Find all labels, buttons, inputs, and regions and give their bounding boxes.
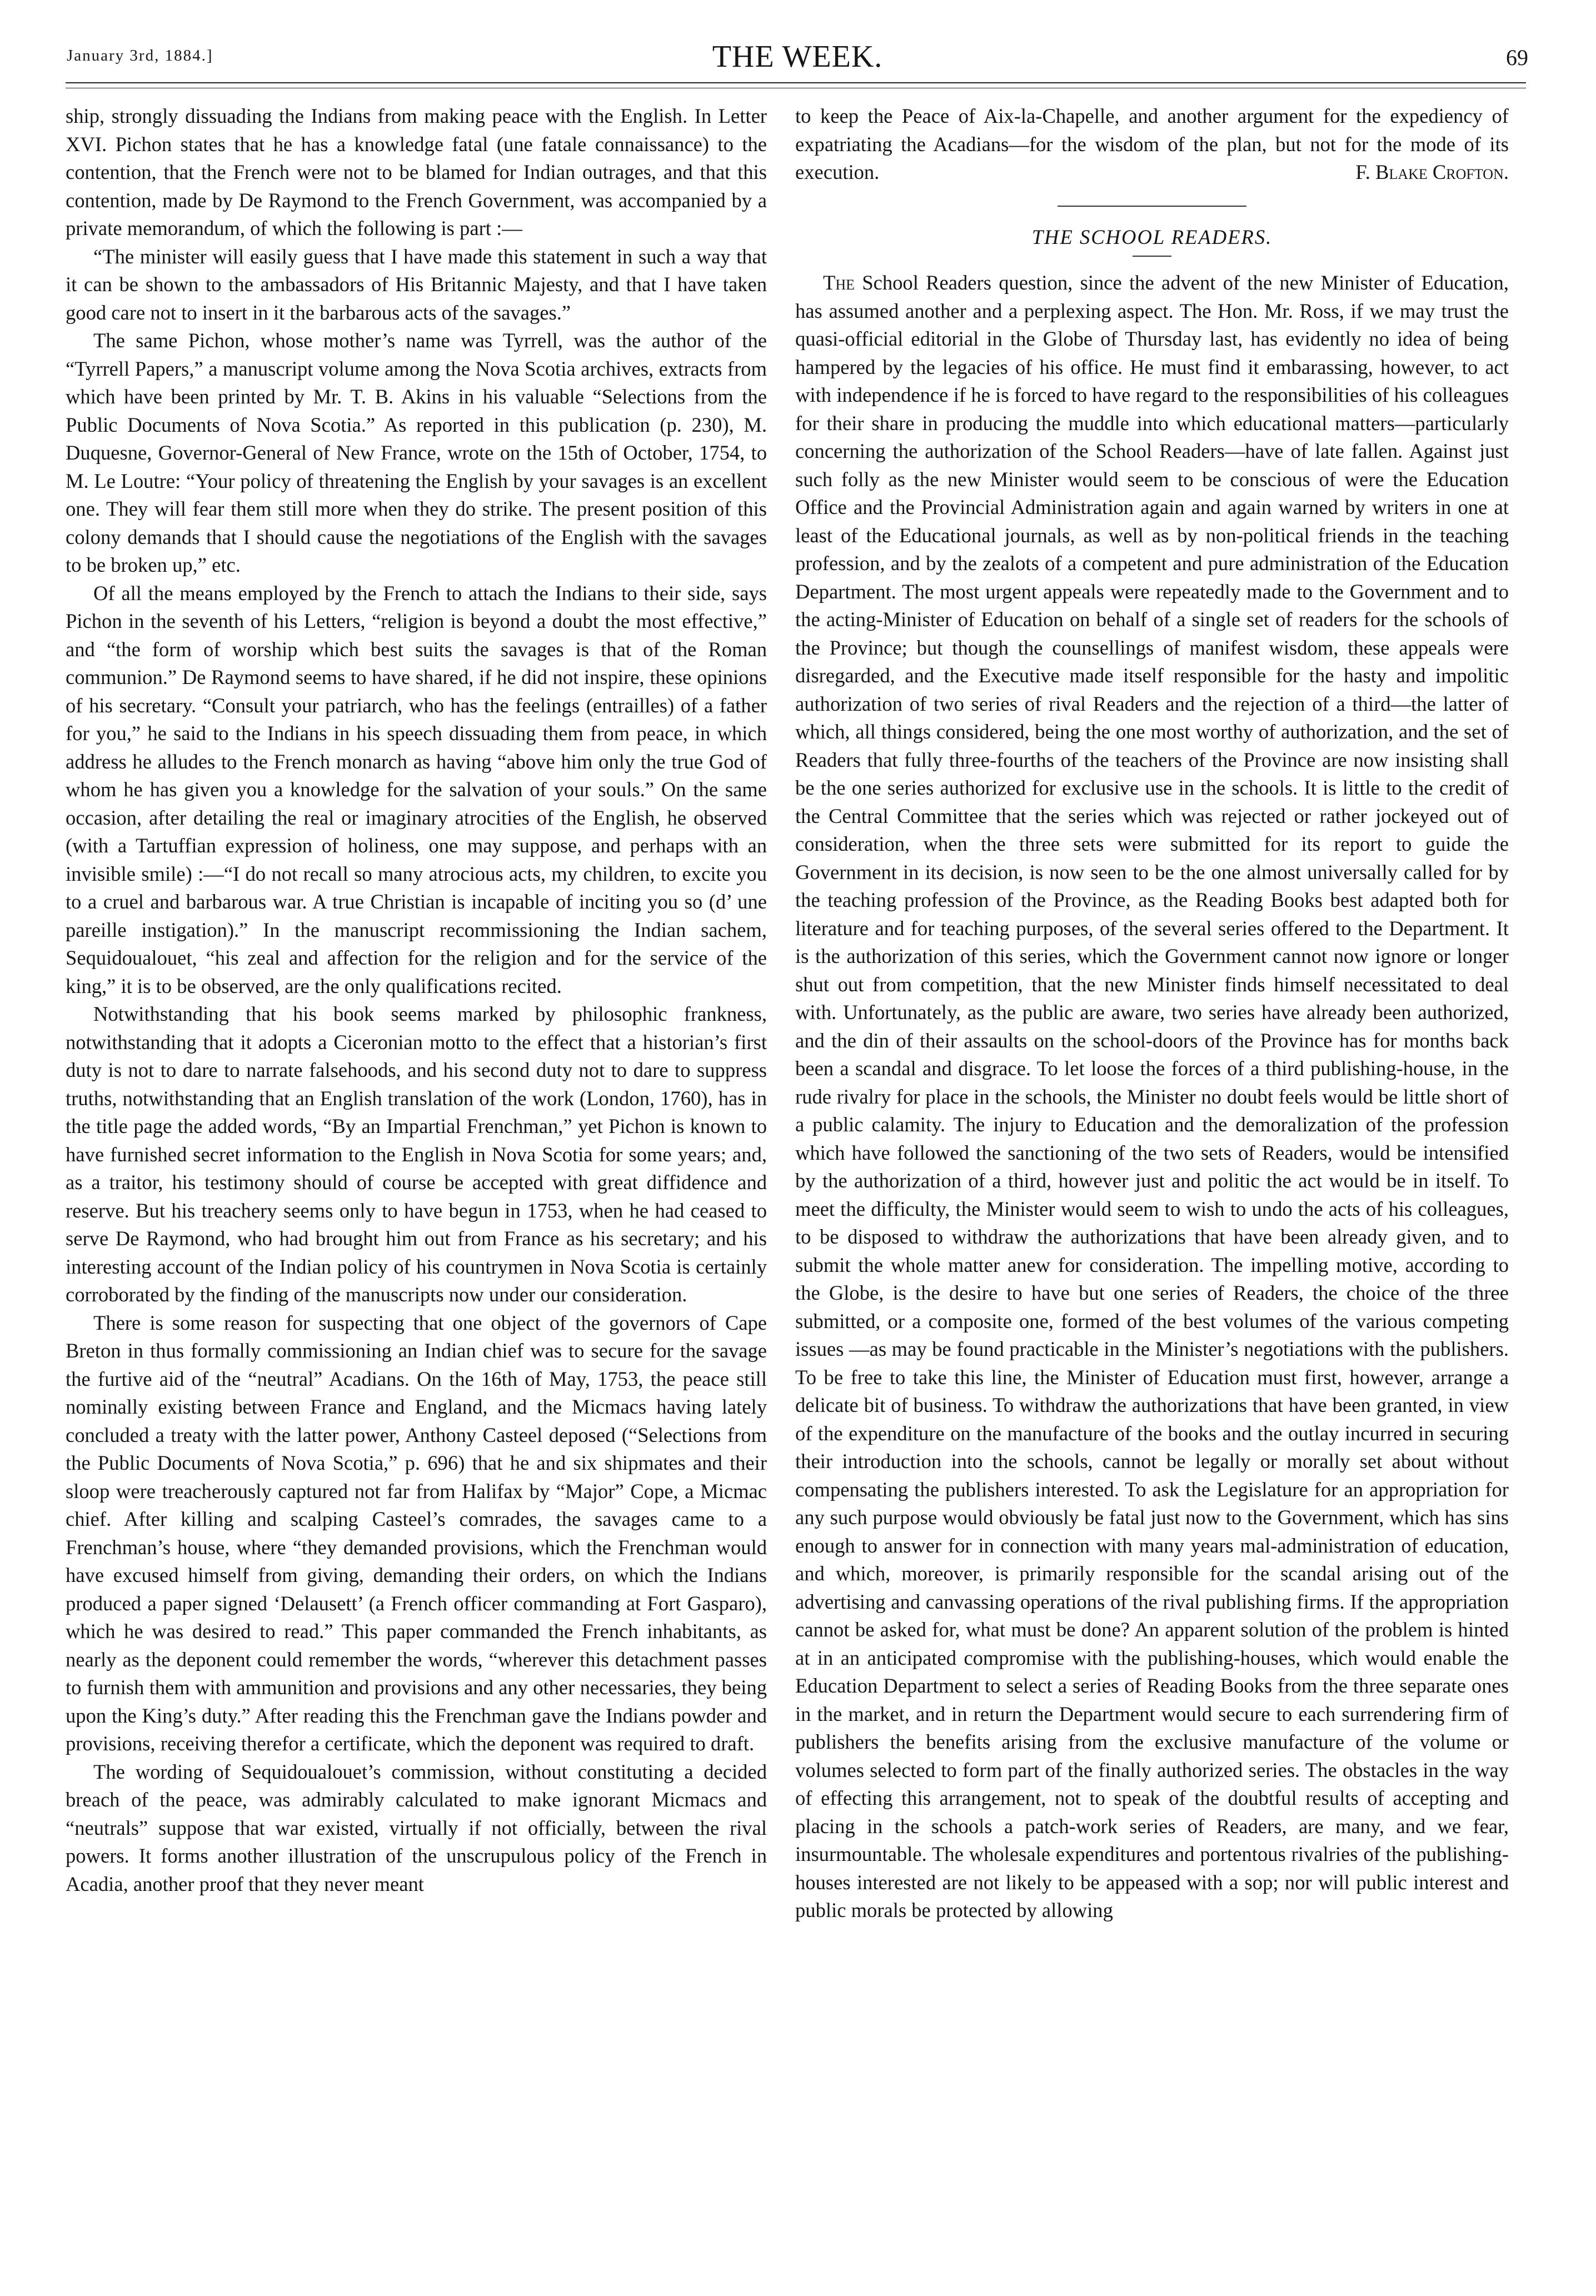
paragraph: Notwithstanding that his book seems marked by philosophic frankness, notwithstanding that it adopts a Ciceronian motto to the effect that a historian’s first duty is not to dare to narrate falsehoods, and his second duty not to dare to suppress truths, notwithstanding that an English translation of the work (London, 1760), has in the title page the added words, “By an Impartial Frenchman,” yet Pichon is known to have furnished secret information to the English in Nova Scotia for some years; and, as a traitor, his testimony should of course be accepted with great diffidence and reserve. But his treachery seems only to have begun in 1753, when he had ceased to serve De Raymond, who had brought him out from France as his secretary; and his interesting account of the Indian policy of his countrymen in Nova Scotia is certainly corroborated by the finding of the manuscripts now under our consideration. [66, 1002, 767, 1306]
paragraph: The wording of Sequidoualouet’s commission, without constituting a decided breach of the peace, was admirably calculated to make ignorant Micmacs and “neutrals” suppose that war existed, virtually if not officially, between the rival powers. It forms another illustration of the unscrupulous policy of the French in Acadia, another proof that they never meant [66, 1760, 767, 1895]
section-title-rule [1133, 256, 1171, 257]
left-column [66, 102, 767, 1898]
header-rule [66, 82, 1526, 83]
paragraph: “The minister will easily guess that I have made this statement in such a way that it can be shown to the ambassadors of His Britannic Majesty, and that I have taken good care not to insert in it the barbarous acts of the savages.” [66, 244, 767, 324]
paragraph: The same Pichon, whose mother’s name was Tyrrell, was the author of the “Tyrrell Papers,” a manuscript volume among the Nova Scotia archives, extracts from which have been printed by Mr. T. B. Akins in his valuable “Selections from the Public Documents of Nova Scotia.” As reported in this publication (p. 230), M. Duquesne, Governor-General of New France, wrote on the 15th of October, 1754, to M. Le Loutre: “Your policy of threatening the English by your savages is an excellent one. They will fear them still more when they do strike. The present position of this colony demands that I should cause the negotiations of the English with the savages to be broken up,” etc. [66, 329, 767, 576]
paragraph: There is some reason for suspecting that one object of the governors of Cape Breton in thus formally commissioning an Indian chief was to secure for the savage the furtive aid of the “neutral” Acadians. On the 16th of May, 1753, the peace still nominally existing between France and England, and the Micmacs having lately concluded a treaty with the latter power, Anthony Casteel deposed (“Selections from the Public Documents of Nova Scotia,” p. 696) that he and six shipmates and their sloop were treacherously captured not far from Halifax by “Major” Cope, a Micmac chief. After killing and scalping Casteel’s comrades, the savages came to a Frenchman’s house, where “they demanded provisions, which the Frenchman would have excused himself from giving, demanding their orders, on which the Indians produced a paper signed ‘Delausett’ (a French officer commanding at Fort Gasparo), which he was desired to read.” This paper commanded the French inhabitants, as nearly as the deponent could remember the words, “wherever this detachment passes to furnish them with ammunition and provisions and any other necessaries, they being upon the King’s duty.” After reading this the Frenchman gave the Indians powder and provisions, receiving therefor a certificate, which the deponent was required to draft. [66, 1311, 767, 1755]
section-divider [1058, 206, 1246, 207]
author-signature: F. Blake Crofton. [1355, 161, 1509, 183]
continued-paragraph [795, 102, 1509, 187]
masthead-title: THE WEEK. [712, 39, 883, 74]
page-number: 69 [1506, 45, 1528, 70]
continuation-text: to keep the Peace of Aix-la-Chapelle, and another argument for the expediency of expatriating the Acadians—for the wisdom of the plan, but not for the mode of its execution. [795, 104, 1509, 183]
section-title: THE SCHOOL READERS. [1031, 225, 1273, 248]
article-body-text: School Readers question, since the advent of the new Minister of Education, has assumed another and a perplexing aspect. The Hon. Mr. Ross, if we may trust the quasi-official editorial in the Globe of Thursday last, has evidently no idea of being hampered by the legacies of his office. He must find it embarassing, however, to act with independence if he is forced to have regard to the responsibilities of his colleagues for their share in producing the muddle into which educational matters—particularly concerning the authorization of the School Readers—have of late fallen. Against just such folly as the new Minister would seem to be conscious of were the Education Office and the Provincial Administration again and again warned by writers in one at least of the Educational journals, as well as by non-political friends in the teaching profession, and by the zealots of a competent and pure administration of the Education Department. The most urgent appeals were repeatedly made to the Government and to the acting-Minister of Education on behalf of a single set of readers for the schools of the Province; but though the counsellings of manifest wisdom, these appeals were disregarded, and the Executive made itself responsible for the hasty and impolitic authorization of two series of rival Readers and the rejection of a third—the latter of which, all things considered, being the one most worthy of authorization, and the set of Readers that fully three-fourths of the teachers of the Province are now insisting shall be the one series authorized for exclusive use in the schools. It is little to the credit of the Central Committee that the series which was rejected or rather jockeyed out of consideration, when the three sets were submitted for its report to guide the Government in its decision, is now seen to be the one almost universally called for by the teaching profession of the Province, as the Reading Books best adapted both for literature and for teaching purposes, of the several series offered to the Department. It is the authorization of this series, which the Government cannot now ignore or longer shut out from competition, that the new Minister finds himself necessitated to deal with. Unfortunately, as the public are aware, two series have already been authorized, and the din of their assaults on the school-doors of the Province has for months back been a scandal and disgrace. To let loose the forces of a third publishing-house, in the rude rivalry for place in the schools, the Minister no doubt feels would be little short of a public calamity. The injury to Education and the demoralization of the profession which have followed the sanctioning of the two sets of Readers, would be intensified by the authorization of a third, however just and politic the act would be in itself. To meet the difficulty, the Minister would seem to wish to undo the acts of his colleagues, to be disposed to withdraw the authorizations that have been already given, and to submit the whole matter anew for consideration. The impelling motive, according to the Globe, is the desire to have but one series of Readers, the choice of the three submitted, or a composite one, formed of the best volumes of the various competing issues —as may be found practicable in the Minister’s negotiations with the publishers. To be free to take this line, the Minister of Education must first, however, arrange a delicate bit of business. To withdraw the authorizations that have been granted, in view of the expenditure on the manufacture of the books and the outlay incurred in securing their introduction into the schools, cannot be legally or morally set about without compensating the publishers interested. To ask the Legislature for an appropriation for any such purpose would obviously be fatal just now to the Government, which has sins enough to answer for in connection with many years mal-administration of education, and which, moreover, is primarily responsible for the scandal arising out of the advertising and canvassing operations of the rival publishing firms. If the appropriation cannot be asked for, what must be done? An apparent solution of the problem is hinted at in an anticipated compromise with the publishing-houses, which would enable the Education Department to select a series of Reading Books from the three separate ones in the market, and in return the Department would secure to each surrendering firm of publishers the benefits arising from the exclusive manufacture of the volume or volumes selected to form part of the finally authorized series. The obstacles in the way of effecting this arrangement, not to speak of the doubtful results of accepting and placing in the schools a patch-work series of Readers, are many, and we fear, insurmountable. The wholesale expenditures and portentous rivalries of the publishing-houses interested are not likely to be appeased with a sop; nor will public interest and public morals be protected by allowing [795, 271, 1509, 1921]
article-opening-word: The [823, 271, 855, 294]
paragraph: Of all the means employed by the French to attach the Indians to their side, says Pichon in the seventh of his Letters, “religion is beyond a doubt the most effective,” and “the form of worship which best suits the savages is that of the Roman communion.” De Raymond seems to have shared, if he did not inspire, these opinions of his secretary. “Consult your patriarch, who has the feelings (entrailles) of a father for you,” he said to the Indians in his speech dissuading them from peace, in which address he alludes to the French monarch as having “above him only the true God of whom he has given you a knowledge for the salvation of your souls.” On the same occasion, after detailing the real or imaginary atrocities of the English, he observed (with a Tartuffian expression of holiness, one may suppose, and perhaps with an invisible smile) :—“I do not recall so many atrocious acts, my children, to excite you to a cruel and barbarous war. A true Christian is incapable of inciting you so (d’ une pareille instigation).” In the manuscript recommissioning the Indian sachem, Sequidoualouet, “his zeal and affection for the religion and for the service of the king,” it is to be observed, are the only qualifications recited. [66, 581, 767, 997]
issue-date: January 3rd, 1884.] [67, 47, 213, 64]
page-header [67, 39, 1528, 78]
right-column [795, 102, 1509, 1925]
article-body [795, 269, 1509, 1925]
paragraph: ship, strongly dissuading the Indians from making peace with the English. In Letter XVI. Pichon states that he has a knowledge fatal (une fatale connaissance) to the contention, that the French were not to be blamed for Indian outrages, and that this contention, made by De Raymond to the French Government, was accompanied by a private memorandum, of which the following is part :— [66, 104, 767, 239]
